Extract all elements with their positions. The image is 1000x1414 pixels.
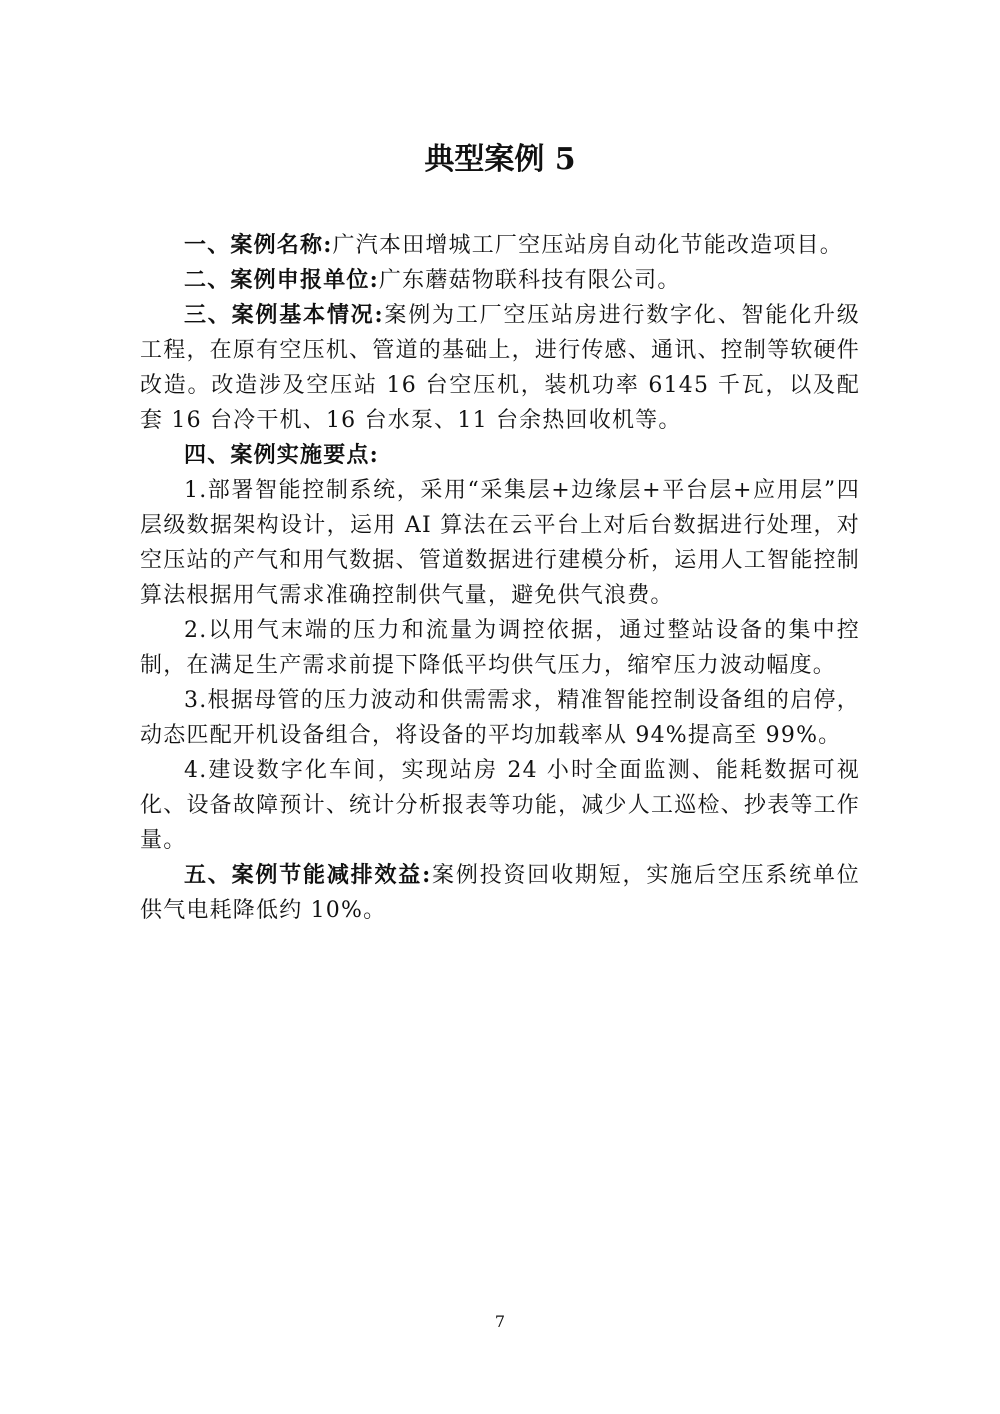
section-basic-info xyxy=(140,298,860,438)
section-text: 案例为工厂空压站房进行数字化、智能化升级工程，在原有空压机、管道的基础上，进行传感、通讯、控制等软硬件改造。改造涉及空压站 16 台空压机，装机功率 6145 千瓦，以及配套 16 台冷干机、16 台水泵、11 台余热回收机等。 xyxy=(140,303,860,433)
key-point-item: 3.根据母管的压力波动和供需需求，精准智能控制设备组的启停，动态匹配开机设备组合，将设备的平均加载率从 94%提高至 99%。 xyxy=(140,688,860,748)
page-number: 7 xyxy=(494,1312,506,1331)
key-point-item: 4.建设数字化车间，实现站房 24 小时全面监测、能耗数据可视化、设备故障预计、统计分析报表等功能，减少人工巡检、抄表等工作量。 xyxy=(140,758,860,853)
section-reporting-unit xyxy=(140,263,860,298)
section-heading: 三、案例基本情况: xyxy=(184,302,384,328)
section-benefit xyxy=(140,858,860,928)
section-heading: 四、案例实施要点: xyxy=(184,442,379,468)
section-heading: 五、案例节能减排效益: xyxy=(184,862,432,888)
section-heading: 一、案例名称: xyxy=(184,232,333,258)
section-text: 案例投资回收期短，实施后空压系统单位供气电耗降低约 10%。 xyxy=(140,863,860,923)
section-text: 广东蘑菇物联科技有限公司。 xyxy=(378,268,681,293)
section-heading: 二、案例申报单位: xyxy=(184,267,379,293)
key-point-item: 1.部署智能控制系统，采用“采集层+边缘层+平台层+应用层”四层级数据架构设计，运用 AI 算法在云平台上对后台数据进行处理，对空压站的产气和用气数据、管道数据进行建模分析，运用人工智能控制算法根据用气需求准确控制供气量，避免供气浪费。 xyxy=(140,478,860,608)
document-body xyxy=(140,228,860,928)
section-key-points xyxy=(140,438,860,473)
section-text: 广汽本田增城工厂空压站房自动化节能改造项目。 xyxy=(332,233,843,258)
page-title: 典型案例 5 xyxy=(424,142,576,177)
key-point-item: 2.以用气末端的压力和流量为调控依据，通过整站设备的集中控制，在满足生产需求前提下降低平均供气压力，缩窄压力波动幅度。 xyxy=(140,618,860,678)
section-case-name xyxy=(140,228,860,263)
